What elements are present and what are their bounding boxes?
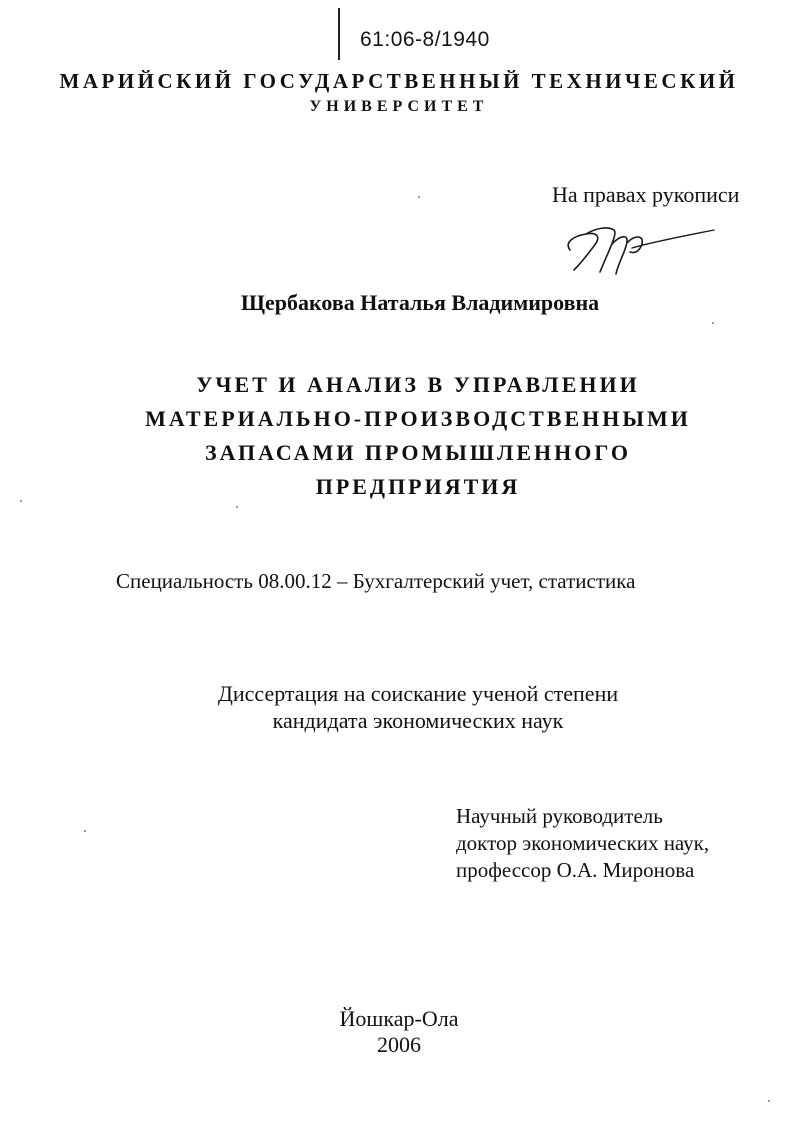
supervisor-name: профессор О.А. Миронова: [456, 858, 695, 882]
title-line-1: УЧЕТ И АНАЛИЗ В УПРАВЛЕНИИ: [196, 372, 640, 397]
title-line-2: МАТЕРИАЛЬНО-ПРОИЗВОДСТВЕННЫМИ: [145, 406, 691, 431]
year: 2006: [377, 1032, 421, 1057]
university-name-line1: МАРИЙСКИЙ ГОСУДАРСТВЕННЫЙ ТЕХНИЧЕСКИЙ: [59, 69, 739, 93]
city: Йошкар-Ола: [339, 1006, 459, 1031]
manuscript-rights-note: На правах рукописи: [552, 182, 740, 207]
supervisor-role: Научный руководитель: [456, 804, 663, 828]
scan-speck: [236, 506, 238, 508]
title-line-3: ЗАПАСАМИ ПРОМЫШЛЕННОГО: [205, 440, 631, 465]
handwritten-signature: [556, 212, 716, 282]
title-line-4: ПРЕДПРИЯТИЯ: [315, 474, 521, 499]
supervisor-degree: доктор экономических наук,: [456, 831, 710, 855]
specialty: Специальность 08.00.12 – Бухгалтерский учет, статистика: [116, 569, 636, 593]
scan-speck: [712, 322, 714, 324]
scan-speck: [418, 196, 420, 198]
scan-speck: [768, 1100, 770, 1102]
stamp-divider-line: [338, 8, 340, 60]
author-name: Щербакова Наталья Владимировна: [240, 290, 600, 315]
scan-speck: [20, 500, 22, 502]
supervisor-block: [456, 803, 709, 884]
dissertation-title: [0, 368, 798, 504]
university-name-line2: УНИВЕРСИТЕТ: [309, 98, 489, 115]
scan-speck: [84, 830, 86, 832]
degree-statement-line1: Диссертация на соискание ученой степени: [217, 681, 619, 706]
degree-statement: [0, 680, 798, 734]
catalog-number: 61:06-8/1940: [360, 28, 490, 51]
city-year: [0, 1006, 798, 1058]
degree-statement-line2: кандидата экономических наук: [272, 708, 564, 733]
